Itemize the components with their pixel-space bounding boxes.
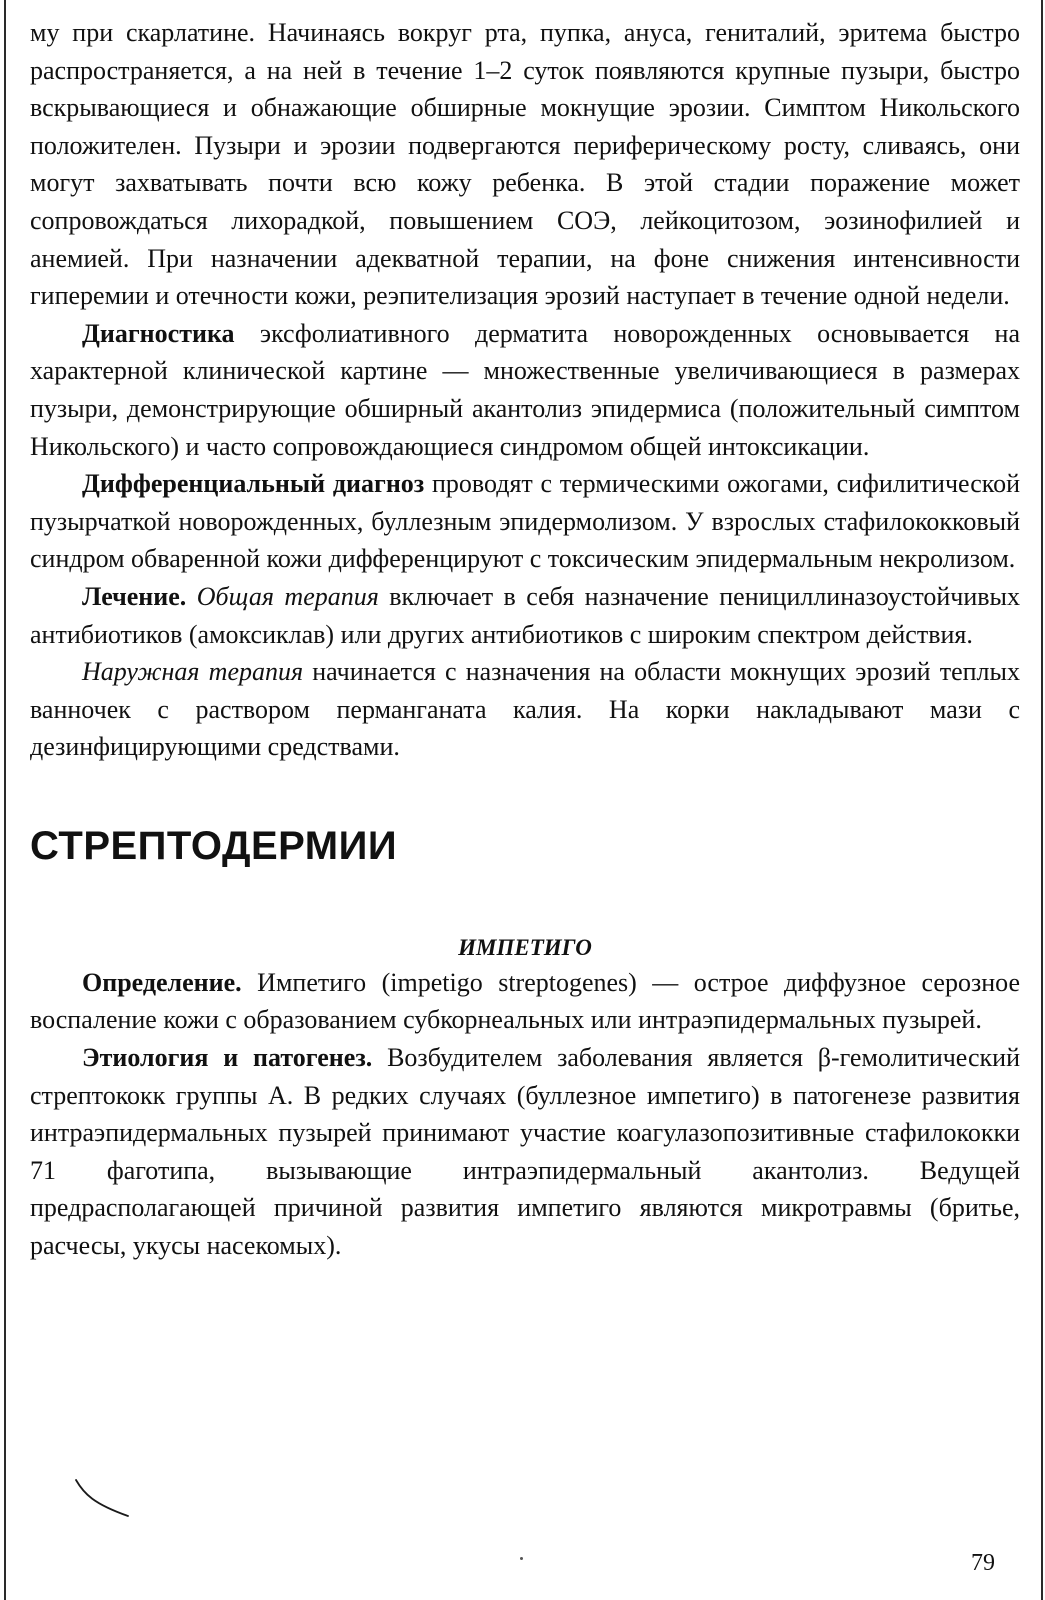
page-right-edge	[1041, 0, 1043, 1600]
treatment-term: Лечение.	[82, 581, 187, 611]
topical-therapy-text: начинается с назначения на области мокнущих эрозий теплых ванночек с раствором перманганата калия. На корки накладывают мази с дезинфицирующими средствами.	[30, 657, 1020, 762]
page-content	[30, 14, 1020, 1265]
page-number: 79	[971, 1550, 995, 1576]
subsection-heading: ИМПЕТИГО	[458, 934, 592, 960]
topical-therapy-paragraph	[30, 653, 1020, 766]
pen-mark-icon	[70, 1478, 140, 1520]
etiology-text: Возбудителем заболевания является β-гемолитический стрептококк группы А. В редких случаях (буллезное импетиго) в патогенезе развития интраэпидермальных пузырей принимают участие коагулазопозитивные стафилококки 71 фаготипа, вызывающие интраэпидермальный акантолиз. Ведущей предрасполагающей причиной развития импетиго являются микротравмы (бритье, расчесы, укусы насекомых).	[30, 1043, 1020, 1261]
treatment-paragraph	[30, 578, 1020, 653]
general-therapy-label: Общая терапия	[196, 581, 379, 611]
differential-text: проводят с термическими ожогами, сифилитической пузырчаткой новорожденных, буллезным эпидермолизом. У взрослых стафилококковый синдром обваренной кожи дифференцируют с токсическим эпидермальным некролизом.	[30, 469, 1020, 574]
page-left-edge	[4, 0, 6, 1600]
topical-therapy-label: Наружная терапия	[82, 657, 304, 687]
etiology-term: Этиология и патогенез.	[82, 1043, 373, 1073]
definition-paragraph	[30, 964, 1020, 1039]
general-therapy-text: включает в себя назначение пенициллиназоустойчивых антибиотиков (амоксиклав) или других антибиотиков с широким спектром действия.	[30, 581, 1021, 649]
intro-text: му при скарлатине. Начинаясь вокруг рта, пупка, ануса, гениталий, эритема быстро распространяется, а на ней в течение 1–2 суток появляются крупные пузыри, быстро вскрывающиеся и обнажающие обширные мокнущие эрозии. Симптом Никольского положителен. Пузыри и эрозии подвергаются периферическому росту, сливаясь, они могут захватывать почти всю кожу ребенка. В этой стадии поражение может сопровождаться лихорадкой, повышением СОЭ, лейкоцитозом, эозинофилией и анемией. При назначении адекватной терапии, на фоне снижения интенсивности гиперемии и отечности кожи, реэпителизация эрозий наступает в течение одной недели.	[30, 18, 1020, 311]
differential-paragraph	[30, 465, 1020, 578]
etiology-paragraph	[30, 1039, 1020, 1265]
definition-text: Импетиго (impetigo streptogenes) — острое диффузное серозное воспаление кожи с образованием субкорнеальных или интраэпидермальных пузырей.	[30, 967, 1020, 1035]
diagnostics-text: эксфолиативного дерматита новорожденных основывается на характерной клинической картине — множественные увеличивающиеся в размерах пузыри, демонстрирующие обширный акантолиз эпидермиса (положительный симптом Никольского) и часто сопровождающиеся синдромом общей интоксикации.	[30, 318, 1020, 461]
scan-speck	[520, 1557, 523, 1560]
diagnostics-term: Диагностика	[82, 318, 235, 348]
section-heading: СТРЕПТОДЕРМИИ	[30, 823, 398, 868]
intro-paragraph	[30, 14, 1020, 315]
differential-term: Дифференциальный диагноз	[82, 469, 425, 499]
diagnostics-paragraph	[30, 315, 1020, 465]
definition-term: Определение.	[82, 967, 242, 997]
